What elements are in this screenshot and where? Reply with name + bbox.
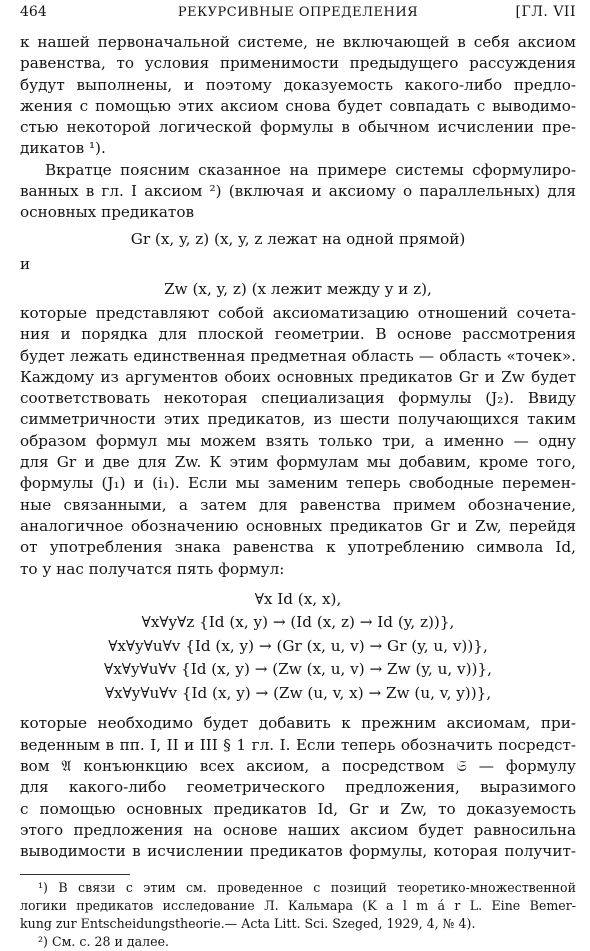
conjunction-and: и — [20, 254, 31, 273]
text-line: то у нас получатся пять формул: — [20, 559, 285, 578]
footnote-line: ¹) В связи с этим см. проведенное с позиций теоретико-множественной — [38, 880, 576, 896]
formula-block — [20, 588, 576, 706]
formula-line: ∀x Id (x, x), — [254, 589, 342, 608]
text-line: выводимости в исчислении предикатов формулы, которая получит- — [20, 842, 576, 861]
formula-line: ∀x∀y∀u∀v {Id (x, y) → (Gr (x, u, v) → Gr (y, u, v))}, — [108, 636, 488, 655]
text-line: равенства, то условия применимости предыдущего рассуждения — [20, 54, 576, 73]
page-body — [20, 32, 576, 951]
footnote-line: логики предикатов исследование Л. Кальмара (K a l m á r L. Eine Bemer- — [20, 898, 576, 914]
text-line: формулы (J₁) и (i₁). Если мы заменим теперь свободные перемен- — [20, 474, 576, 493]
footnote-line: ²) См. с. 28 и далее. — [38, 934, 170, 950]
text-line: с помощью основных предикатов Id, Gr и Zw, то доказуемость — [20, 799, 576, 818]
text-line: к нашей первоначальной системе, не включающей в себя аксиом — [20, 33, 576, 51]
footnotes — [20, 879, 576, 951]
text-line: дикатов ¹). — [20, 139, 106, 158]
formula-zw: Zw (x, y, z) (x лежит между y и z), — [164, 279, 432, 298]
page-number: 464 — [20, 4, 47, 20]
text-line: ванных в гл. I аксиом ²) (включая и аксиому о параллельных) для — [20, 182, 576, 201]
text-line: будут выполнены, и поэтому доказуемость какого-либо предло- — [20, 75, 576, 94]
text-line: для какого-либо геометрического предложения, выразимого — [20, 778, 576, 797]
text-line: для Gr и две для Zw. К этим формулам мы добавим, кроме того, — [20, 453, 576, 472]
formula-line: ∀x∀y∀z {Id (x, y) → (Id (x, z) → Id (y, z))}, — [141, 613, 455, 632]
text-line: основных предикатов — [20, 203, 195, 222]
text-line: от употребления знака равенства к употреблению символа Id, — [20, 538, 576, 557]
text-line: аналогичное обозначению основных предикатов Gr и Zw, перейдя — [20, 516, 576, 535]
text-line: вом 𝔄 конъюнкцию всех аксиом, а посредством 𝔖 — формулу — [20, 756, 576, 775]
chapter-marker: [ГЛ. VII — [515, 4, 576, 20]
paragraph-4 — [20, 713, 576, 862]
text-line: симметричности этих предикатов, из шести получающихся таким — [20, 410, 576, 429]
running-title: РЕКУРСИВНЫЕ ОПРЕДЕЛЕНИЯ — [177, 5, 419, 20]
text-line: ные связанными, а затем для равенства примем обозначение, — [20, 495, 576, 514]
text-line: образом формул мы можем взять только три, а именно — одну — [20, 431, 576, 450]
formula-line: ∀x∀y∀u∀v {Id (x, y) → (Zw (x, u, v) → Zw (y, u, v))}, — [104, 660, 492, 679]
text-line: жения с помощью этих аксиом снова будет совпадать с выводимо- — [20, 96, 576, 115]
text-line: Каждому из аргументов обоих основных предикатов Gr и Zw будет — [20, 367, 576, 386]
footnote-rule — [20, 874, 130, 875]
text-line: которые необходимо будет добавить к прежним аксиомам, при- — [20, 714, 576, 733]
paragraph-2 — [20, 160, 576, 224]
paragraph-1 — [20, 32, 576, 160]
spacer — [20, 580, 576, 588]
text-line: Вкратце поясним сказанное на примере системы сформулиро- — [45, 160, 576, 179]
text-line: будет лежать единственная предметная область — область «точек». — [20, 346, 576, 365]
running-header — [20, 4, 576, 26]
text-line: веденным в пп. I, II и III § 1 гл. I. Если теперь обозначить посредст- — [20, 735, 576, 754]
text-line: стью некоторой логической формулы в обычном исчислении пре- — [20, 118, 576, 137]
formula-gr: Gr (x, y, z) (x, y, z лежат на одной прямой) — [130, 229, 466, 248]
footnote-line: kung zur Entscheidungstheorie.— Acta Litt. Sci. Szeged, 1929, 4, № 4). — [20, 916, 476, 932]
spacer — [20, 705, 576, 713]
text-line: соответствовать некоторая специализация формулы (J₂). Ввиду — [20, 389, 576, 408]
text-line: ния и порядка для плоской геометрии. В основе рассмотрения — [20, 325, 576, 344]
paragraph-3 — [20, 303, 576, 580]
formula-line: ∀x∀y∀u∀v {Id (x, y) → (Zw (u, v, x) → Zw (u, v, y))}, — [104, 683, 492, 702]
text-line: которые представляют собой аксиоматизацию отношений сочета- — [20, 303, 576, 322]
text-line: этого предложения на основе наших аксиом будет равносильна — [20, 820, 576, 839]
